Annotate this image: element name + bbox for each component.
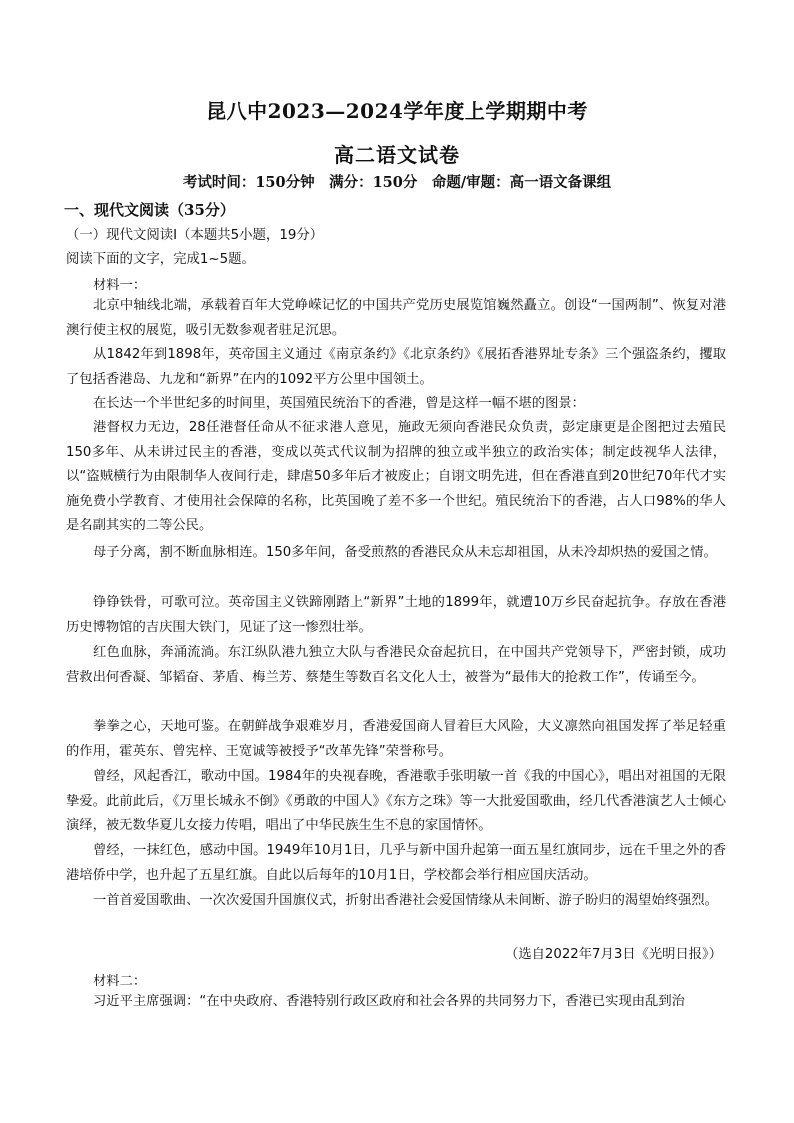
paragraph: 北京中轴线北端，承载着百年大党峥嵘记忆的中国共产党历史展览馆巍然矗立。创设“一国两制”、恢复对港澳行使主权的展览，吸引无数参观者驻足沉思。 <box>66 298 726 338</box>
material-1-label: 材料一： <box>93 278 147 293</box>
reading-instruction: 阅读下面的文字，完成1~5题。 <box>66 252 255 267</box>
paper-title: 高二语文试卷 <box>334 143 460 167</box>
material-2-label: 材料二： <box>93 974 147 989</box>
paragraph: 拳拳之心，天地可鉴。在朝鲜战争艰难岁月，香港爱国商人冒着巨大风险，大义凛然向祖国发挥了举足轻重的作用，霍英东、曾宪梓、王宽诚等被授予“改革先锋”荣誉称号。 <box>66 719 726 759</box>
paragraph: 母子分离，割不断血脉相连。150多年间，备受煎熬的香港民众从未忘却祖国，从未冷却炽热的爱国之情。 <box>93 545 717 560</box>
paragraph: 一首首爱国歌曲、一次次爱国升国旗仪式，折射出香港社会爱国情缘从未间断、游子盼归的渴望始终强烈。 <box>93 893 718 908</box>
paragraph: 曾经，风起香江，歌动中国。1984年的央视春晚，香港歌手张明敏一首《我的中国心》，唱出对祖国的无限挚爱。此前此后，《万里长城永不倒》《勇敢的中国人》《东方之珠》等一大批爱国歌曲，经几代香港演艺人士倾心演绎，被无数华夏儿女接力传唱，唱出了中华民族生生不息的家国情怀。 <box>66 769 726 833</box>
paragraph: 红色血脉，奔涌流淌。东江纵队港九独立大队与香港民众奋起抗日，在中国共产党领导下，严密封锁，成功营救出何香凝、邹韬奋、茅盾、梅兰芳、蔡楚生等数百名文化人士，被誉为“最伟大的抢救工作”，传诵至今。 <box>66 645 726 685</box>
paragraph: 习近平主席强调：“在中央政府、香港特别行政区政府和社会各界的共同努力下，香港已实现由乱到治 <box>93 994 685 1009</box>
subsection-heading: （一）现代文阅读Ⅰ（本题共5小题，19分） <box>66 228 324 243</box>
paragraph: 曾经，一抹红色，感动中国。1949年10月1日，几乎与新中国升起第一面五星红旗同步，远在千里之外的香港培侨中学，也升起了五星红旗。自此以后每年的10月1日，学校都会举行相应国庆活动。 <box>66 843 726 883</box>
school-title: 昆八中2023—2024学年度上学期期中考 <box>206 99 588 123</box>
paragraph: 港督权力无边，28任港督任命从不征求港人意见，施政无须向香港民众负责，彭定康更是企图把过去殖民150多年、从未讲过民主的香港，变成以英式代议制为招牌的独立或半独立的政治实体；制定歧视华人法律，以“盗贼横行为由限制华人夜间行走，肆虐50多年后才被废止；自诩文明先进，但在香港直到20世纪70年代才实施免费小学教育、才使用社会保障的名称，比英国晚了差不多一个世纪。殖民统治下的香港，占人口98%的华人是名副其实的二等公民。 <box>66 420 726 533</box>
material-1-source: （选自2022年7月3日《光明日报》） <box>505 947 722 962</box>
section-heading: 一、现代文阅读（35分） <box>64 201 235 219</box>
paragraph: 从1842年到1898年，英帝国主义通过《南京条约》《北京条约》《展拓香港界址专条》三个强盗条约，攫取了包括香港岛、九龙和“新界”在内的1092平方公里中国领土。 <box>66 347 726 387</box>
paragraph: 在长达一个半世纪多的时间里，英国殖民统治下的香港，曾是这样一幅不堪的图景： <box>93 396 585 411</box>
exam-info: 考试时间：150分钟 满分：150分 命题/审题：高一语文备课组 <box>182 174 612 191</box>
paragraph: 铮铮铁骨，可歌可泣。英帝国主义铁蹄刚踏上“新界”土地的1899年，就遭10万乡民奋起抗争。存放在香港历史博物馆的吉庆围大铁门，见证了这一惨烈壮举。 <box>66 595 726 635</box>
